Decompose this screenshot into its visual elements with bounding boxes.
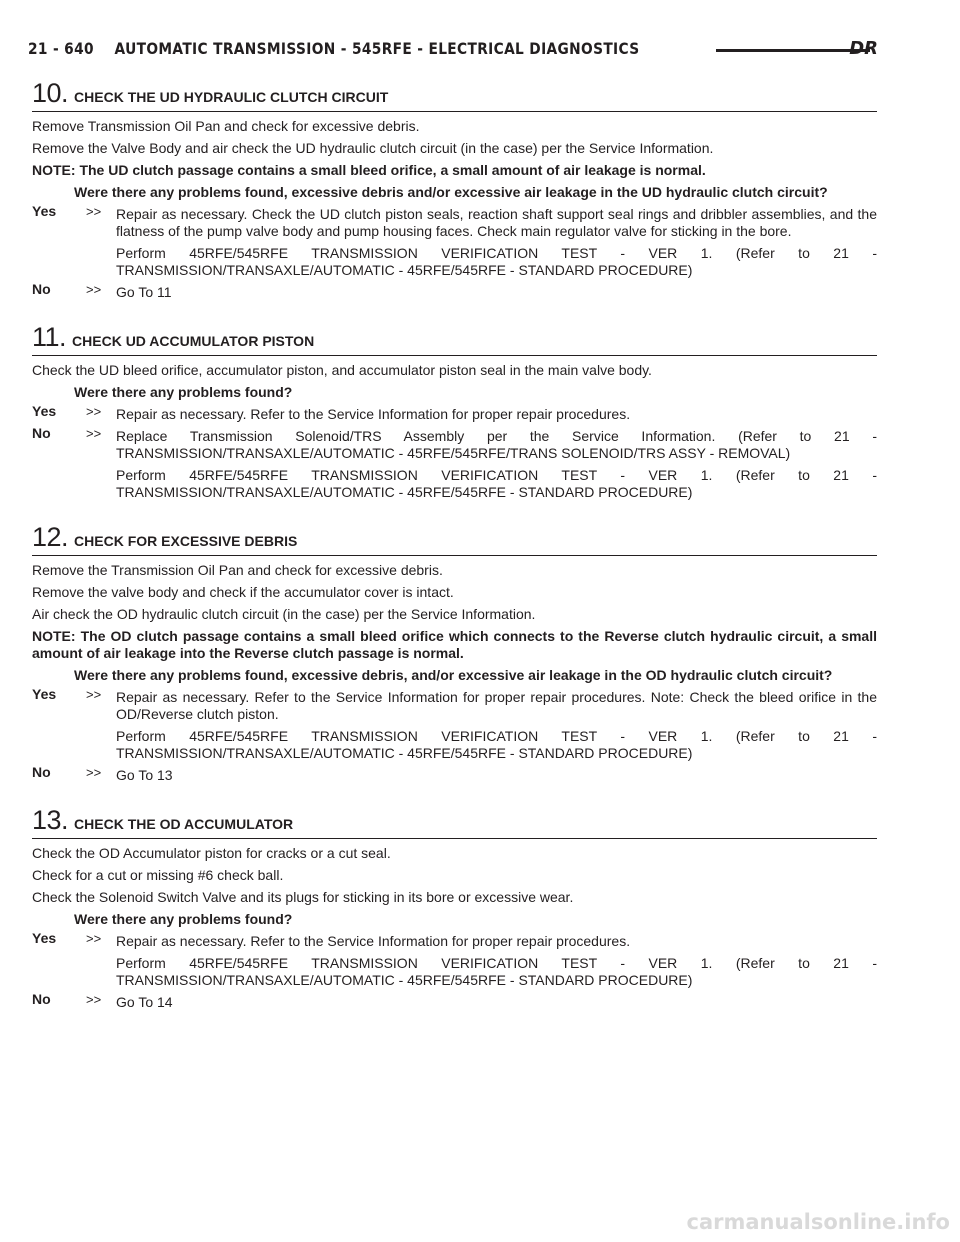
instruction-text: Air check the OD hydraulic clutch circuit (in the case) per the Service Information. xyxy=(32,606,536,622)
answer-body xyxy=(116,767,877,784)
answer-body xyxy=(116,933,877,989)
question-text: Were there any problems found, excessive debris, and/or excessive air leakage in the OD hydraulic clutch circuit? xyxy=(74,667,833,683)
answer-body xyxy=(116,428,877,501)
answer-label: No xyxy=(32,281,51,297)
step-title: CHECK THE OD ACCUMULATOR xyxy=(74,816,294,832)
answer-body xyxy=(116,206,877,279)
answer-text: Repair as necessary. Refer to the Service Information for proper repair procedures. xyxy=(116,933,631,949)
diagnostic-step xyxy=(32,78,877,301)
diagnostic-step xyxy=(32,322,877,501)
diagnostic-step xyxy=(32,522,877,784)
header-rule xyxy=(716,49,870,52)
arrow-icon: >> xyxy=(86,282,102,297)
arrow-icon: >> xyxy=(86,687,102,702)
instruction-text: Remove the Transmission Oil Pan and check for excessive debris. xyxy=(32,562,443,578)
answer-label: No xyxy=(32,764,51,780)
answer-row-yes xyxy=(32,203,877,279)
answer-label: No xyxy=(32,425,51,441)
answer-text: Perform 45RFE/545RFE TRANSMISSION VERIFICATION TEST - VER 1. (Refer to 21 - TRANSMISSION/TRANSAXLE/AUTOMATIC - 45RFE/545RFE - STANDARD PROCEDURE) xyxy=(116,245,877,278)
step-number: 10. xyxy=(32,78,69,108)
step-title: CHECK UD ACCUMULATOR PISTON xyxy=(72,333,315,349)
arrow-icon: >> xyxy=(86,204,102,219)
arrow-icon: >> xyxy=(86,931,102,946)
answer-text: Repair as necessary. Refer to the Service Information for proper repair procedures. xyxy=(116,406,631,422)
instruction-text: Remove the valve body and check if the accumulator cover is intact. xyxy=(32,584,454,600)
question-text: Were there any problems found? xyxy=(74,384,293,400)
instruction-text: Check for a cut or missing #6 check ball. xyxy=(32,867,284,883)
answer-row-yes xyxy=(32,686,877,762)
note-text: NOTE: The OD clutch passage contains a small bleed orifice which connects to the Reverse clutch hydraulic circuit, a small amount of air leakage into the Reverse clutch passage is normal. xyxy=(32,628,877,661)
instruction-text: Remove the Valve Body and air check the UD hydraulic clutch circuit (in the case) per the Service Information. xyxy=(32,140,714,156)
answer-row-no xyxy=(32,991,877,1011)
answer-label: Yes xyxy=(32,203,57,219)
answer-text: Perform 45RFE/545RFE TRANSMISSION VERIFICATION TEST - VER 1. (Refer to 21 - TRANSMISSION/TRANSAXLE/AUTOMATIC - 45RFE/545RFE - STANDARD PROCEDURE) xyxy=(116,955,877,988)
answer-row-no xyxy=(32,764,877,784)
step-title: CHECK FOR EXCESSIVE DEBRIS xyxy=(74,533,298,549)
step-heading xyxy=(32,322,877,356)
answer-text: Go To 14 xyxy=(116,994,173,1010)
answer-text: Repair as necessary. Check the UD clutch piston seals, reaction shaft support seal rings and dribbler assemblies, and the flatness of the pump valve body and pump housing faces. Check main regulator valve for sticking in the bore. xyxy=(116,206,877,239)
arrow-icon: >> xyxy=(86,992,102,1007)
instruction-text: Remove Transmission Oil Pan and check for excessive debris. xyxy=(32,118,420,134)
answer-row-no xyxy=(32,425,877,501)
answer-row-yes xyxy=(32,403,877,423)
arrow-icon: >> xyxy=(86,765,102,780)
header-section-title: AUTOMATIC TRANSMISSION - 545RFE - ELECTRICAL DIAGNOSTICS xyxy=(114,39,640,58)
diagnostic-step xyxy=(32,805,877,1011)
answer-text: Replace Transmission Solenoid/TRS Assembly per the Service Information. (Refer to 21 - TRANSMISSION/TRANSAXLE/AUTOMATIC - 45RFE/545RFE/TRANS SOLENOID/TRS ASSY - REMOVAL) xyxy=(116,428,877,461)
step-heading xyxy=(32,78,877,112)
answer-text: Go To 11 xyxy=(116,284,172,300)
answer-row-no xyxy=(32,281,877,301)
question-text: Were there any problems found, excessive debris and/or excessive air leakage in the UD hydraulic clutch circuit? xyxy=(74,184,828,200)
watermark: carmanualsonline.info xyxy=(686,1210,950,1234)
instruction-text: Check the OD Accumulator piston for cracks or a cut seal. xyxy=(32,845,391,861)
answer-text: Perform 45RFE/545RFE TRANSMISSION VERIFICATION TEST - VER 1. (Refer to 21 - TRANSMISSION/TRANSAXLE/AUTOMATIC - 45RFE/545RFE - STANDARD PROCEDURE) xyxy=(116,467,877,500)
answer-label: Yes xyxy=(32,930,57,946)
step-number: 13. xyxy=(32,805,69,835)
answer-body xyxy=(116,689,877,762)
answer-text: Go To 13 xyxy=(116,767,173,783)
step-title: CHECK THE UD HYDRAULIC CLUTCH CIRCUIT xyxy=(74,89,389,105)
answer-body xyxy=(116,406,877,423)
answer-body xyxy=(116,994,877,1011)
arrow-icon: >> xyxy=(86,426,102,441)
answer-text: Repair as necessary. Refer to the Service Information for proper repair procedures. Note: Check the bleed orifice in the OD/Reverse clutch piston. xyxy=(116,689,877,722)
answer-label: No xyxy=(32,991,51,1007)
instruction-text: Check the UD bleed orifice, accumulator piston, and accumulator piston seal in the main valve body. xyxy=(32,362,652,378)
page-header xyxy=(28,38,878,64)
step-heading xyxy=(32,522,877,556)
answer-text: Perform 45RFE/545RFE TRANSMISSION VERIFICATION TEST - VER 1. (Refer to 21 - TRANSMISSION/TRANSAXLE/AUTOMATIC - 45RFE/545RFE - STANDARD PROCEDURE) xyxy=(116,728,877,761)
answer-label: Yes xyxy=(32,403,57,419)
arrow-icon: >> xyxy=(86,404,102,419)
step-heading xyxy=(32,805,877,839)
note-text: NOTE: The UD clutch passage contains a small bleed orifice, a small amount of air leakage is normal. xyxy=(32,162,706,178)
header-code: DR xyxy=(849,38,878,59)
header-page-number: 21 - 640 xyxy=(28,39,94,58)
question-text: Were there any problems found? xyxy=(74,911,293,927)
instruction-text: Check the Solenoid Switch Valve and its plugs for sticking in its bore or excessive wear. xyxy=(32,889,574,905)
step-number: 12. xyxy=(32,522,69,552)
document-body xyxy=(32,78,877,1016)
step-number: 11. xyxy=(32,322,67,352)
header-title xyxy=(28,38,639,60)
answer-label: Yes xyxy=(32,686,57,702)
answer-row-yes xyxy=(32,930,877,989)
answer-body xyxy=(116,284,877,301)
